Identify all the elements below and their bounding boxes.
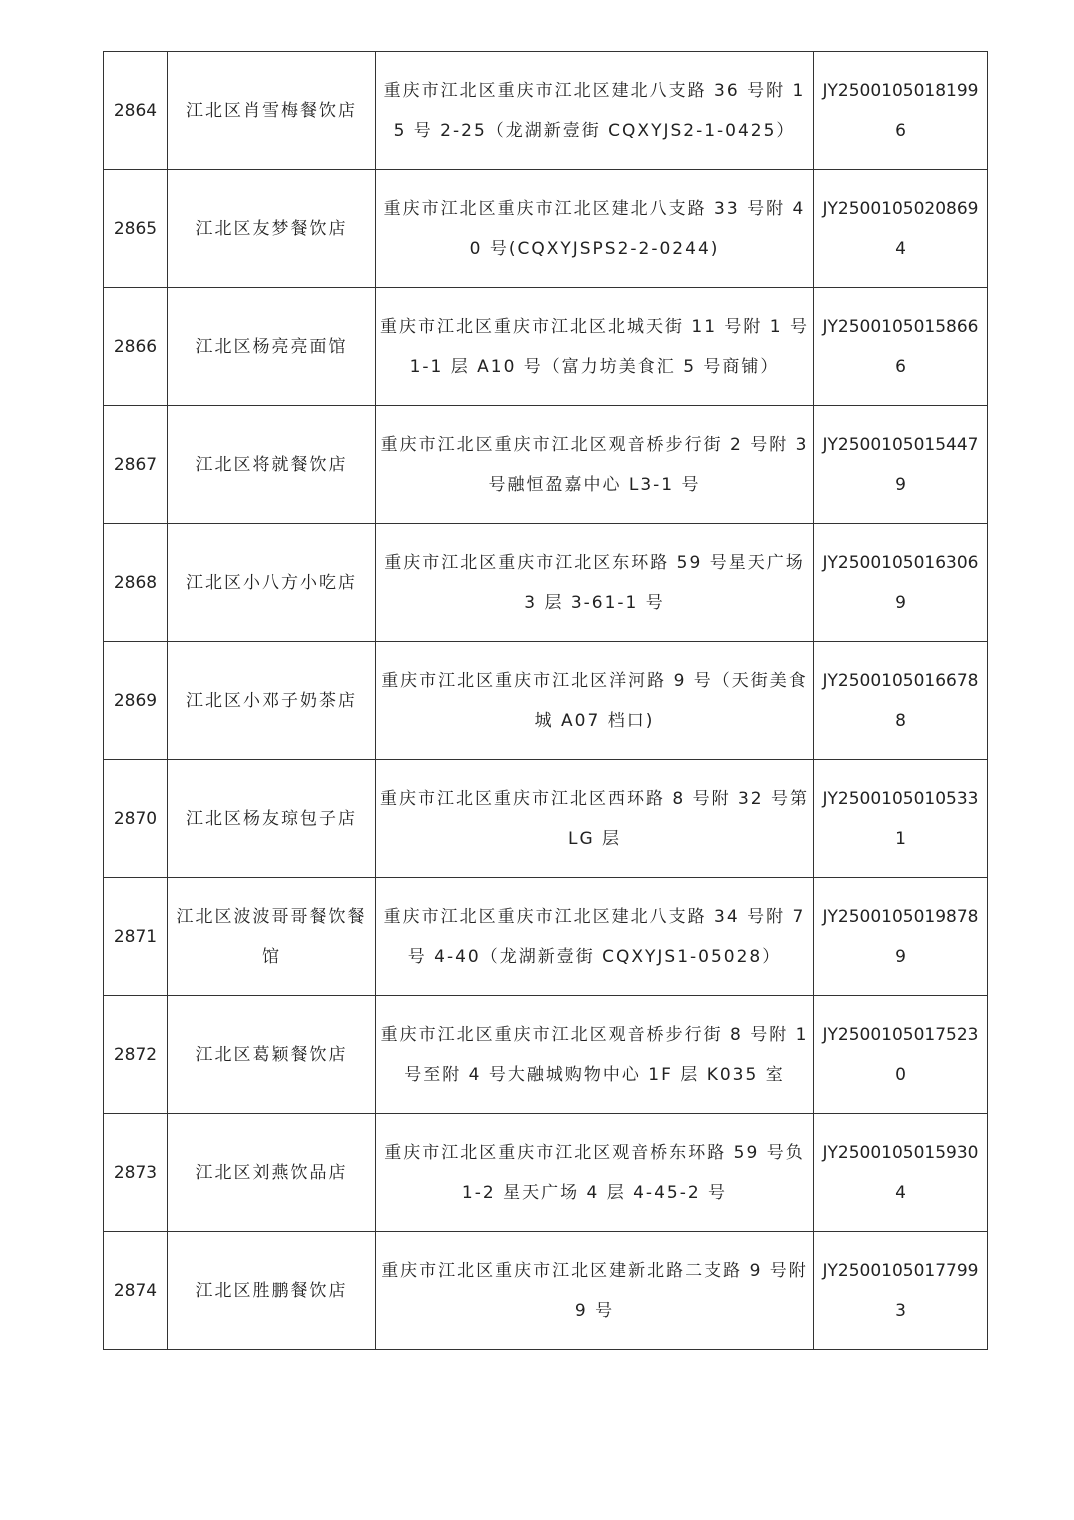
business-name: 江北区小八方小吃店 [168,524,376,642]
business-address: 重庆市江北区重庆市江北区东环路 59 号星天广场 3 层 3-61-1 号 [376,524,814,642]
license-table [103,51,988,1350]
license-number: JY25001050159304 [814,1114,988,1232]
license-number: JY25001050208694 [814,170,988,288]
business-address: 重庆市江北区重庆市江北区洋河路 9 号（天街美食城 A07 档口) [376,642,814,760]
row-number: 2874 [104,1232,168,1350]
business-address: 重庆市江北区重庆市江北区建新北路二支路 9 号附 9 号 [376,1232,814,1350]
table-row [104,878,988,996]
business-address: 重庆市江北区重庆市江北区观音桥步行街 2 号附 3 号融恒盈嘉中心 L3-1 号 [376,406,814,524]
row-number: 2865 [104,170,168,288]
table-row [104,760,988,878]
table-row [104,1232,988,1350]
business-name: 江北区杨亮亮面馆 [168,288,376,406]
business-name: 江北区葛颖餐饮店 [168,996,376,1114]
license-number: JY25001050175230 [814,996,988,1114]
row-number: 2870 [104,760,168,878]
business-address: 重庆市江北区重庆市江北区观音桥步行街 8 号附 1 号至附 4 号大融城购物中心 1F 层 K035 室 [376,996,814,1114]
business-address: 重庆市江北区重庆市江北区观音桥东环路 59 号负 1-2 星天广场 4 层 4-45-2 号 [376,1114,814,1232]
business-name: 江北区小邓子奶茶店 [168,642,376,760]
business-name: 江北区将就餐饮店 [168,406,376,524]
row-number: 2872 [104,996,168,1114]
table-row [104,996,988,1114]
business-address: 重庆市江北区重庆市江北区建北八支路 33 号附 40 号(CQXYJSPS2-2-0244) [376,170,814,288]
business-name: 江北区友梦餐饮店 [168,170,376,288]
business-name: 江北区刘燕饮品店 [168,1114,376,1232]
business-address: 重庆市江北区重庆市江北区建北八支路 36 号附 15 号 2-25（龙湖新壹街 CQXYJS2-1-0425） [376,52,814,170]
table-row [104,642,988,760]
row-number: 2866 [104,288,168,406]
business-name: 江北区杨友琼包子店 [168,760,376,878]
row-number: 2869 [104,642,168,760]
table-row [104,288,988,406]
row-number: 2873 [104,1114,168,1232]
license-number: JY25001050163069 [814,524,988,642]
table-row [104,52,988,170]
business-address: 重庆市江北区重庆市江北区西环路 8 号附 32 号第 LG 层 [376,760,814,878]
business-name: 江北区波波哥哥餐饮餐馆 [168,878,376,996]
license-number: JY25001050154479 [814,406,988,524]
business-name: 江北区肖雪梅餐饮店 [168,52,376,170]
table-row [104,170,988,288]
row-number: 2867 [104,406,168,524]
row-number: 2868 [104,524,168,642]
business-address: 重庆市江北区重庆市江北区建北八支路 34 号附 7 号 4-40（龙湖新壹街 CQXYJS1-05028） [376,878,814,996]
business-address: 重庆市江北区重庆市江北区北城天街 11 号附 1 号 1-1 层 A10 号（富力坊美食汇 5 号商铺） [376,288,814,406]
row-number: 2864 [104,52,168,170]
license-number: JY25001050166788 [814,642,988,760]
table-row [104,524,988,642]
row-number: 2871 [104,878,168,996]
business-name: 江北区胜鹏餐饮店 [168,1232,376,1350]
license-number: JY25001050198789 [814,878,988,996]
table-row [104,406,988,524]
license-number: JY25001050158666 [814,288,988,406]
license-number: JY25001050181996 [814,52,988,170]
license-number: JY25001050105331 [814,760,988,878]
license-number: JY25001050177993 [814,1232,988,1350]
table-row [104,1114,988,1232]
